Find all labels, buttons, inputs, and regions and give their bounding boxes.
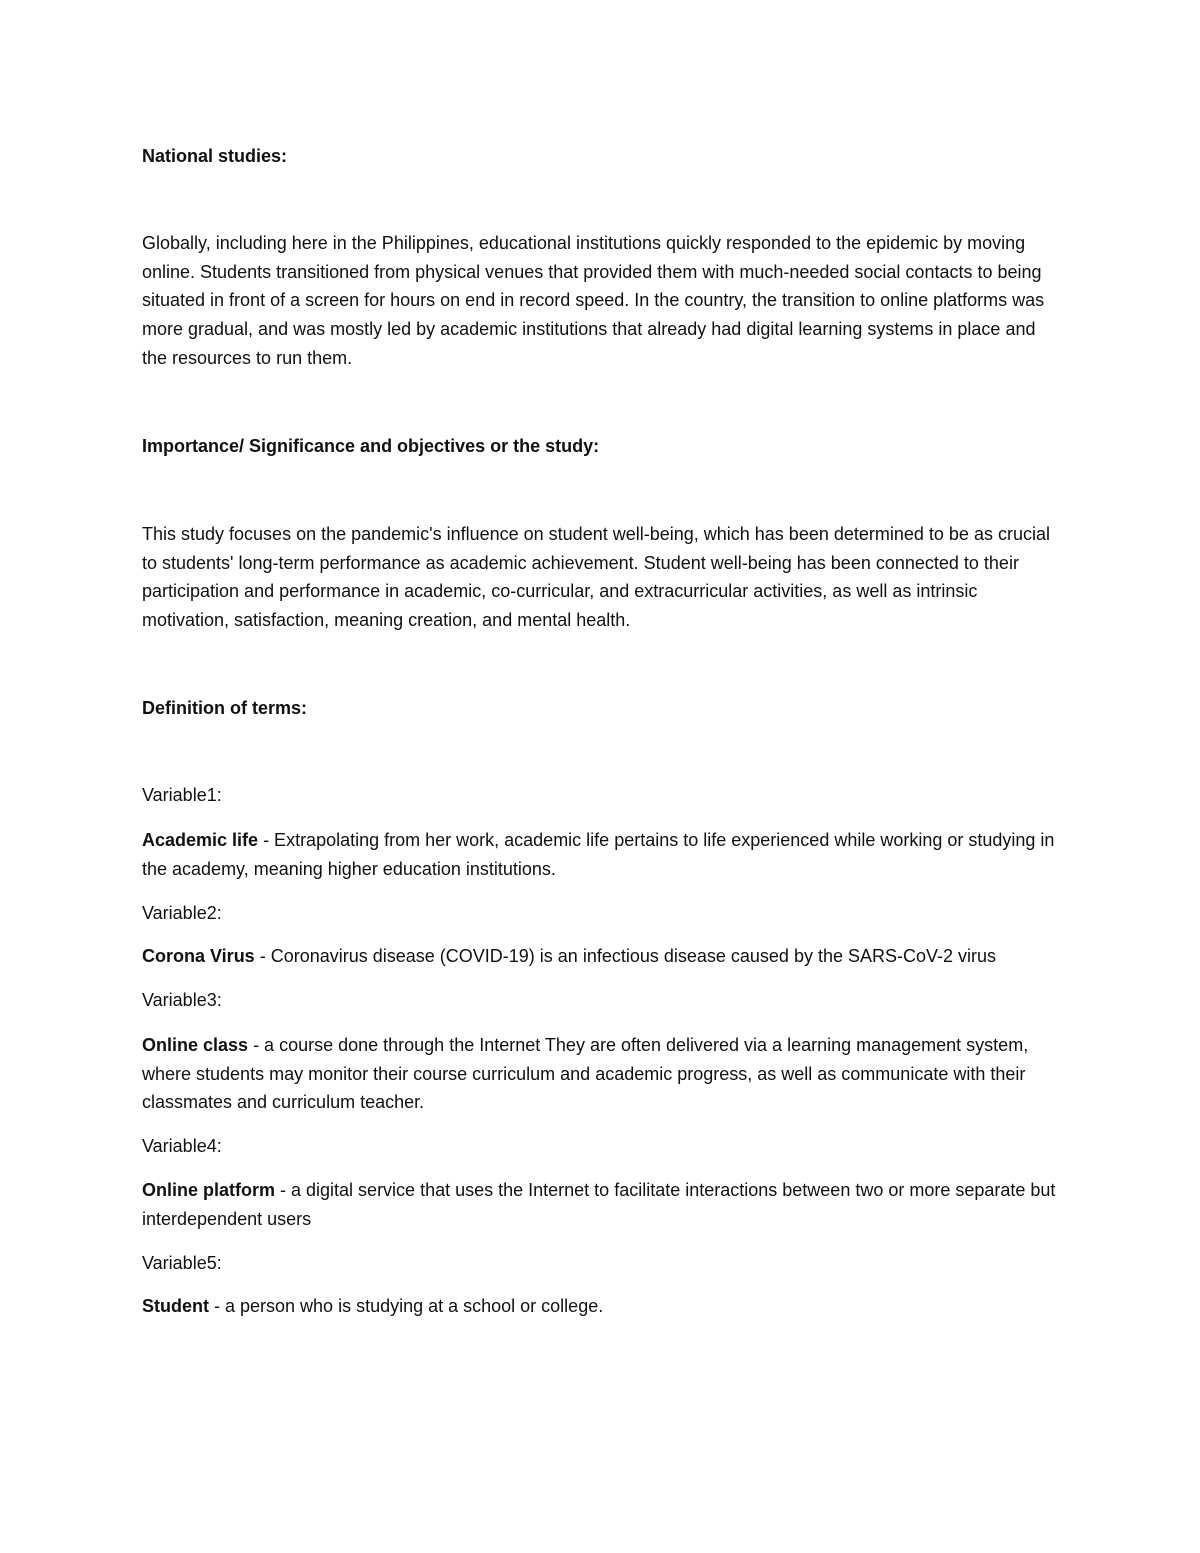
definition-item bbox=[142, 826, 1062, 883]
importance-paragraph: This study focuses on the pandemic's influence on student well-being, which has been determined to be as crucial to students' long-term performance as academic achievement. Student well-being has been connected to their participation and performance in academic, co-curricular, and extracurricular activities, as well as intrinsic motivation, satisfaction, meaning creation, and mental health. bbox=[142, 524, 1050, 631]
definition-term: Corona Virus bbox=[142, 946, 255, 966]
definition-item bbox=[142, 1031, 1062, 1117]
national-studies-heading: National studies: bbox=[142, 146, 288, 166]
definition-text: - a person who is studying at a school or college. bbox=[209, 1296, 604, 1316]
definition-term: Academic life bbox=[142, 830, 259, 850]
variable-label: Variable4: bbox=[142, 1136, 222, 1156]
variable-label: Variable3: bbox=[142, 990, 222, 1010]
definition-term: Online class bbox=[142, 1035, 249, 1055]
importance-heading: Importance/ Significance and objectives or the study: bbox=[142, 436, 600, 456]
definition-text: - Extrapolating from her work, academic life pertains to life experienced while working or studying in the academy, meaning higher education institutions. bbox=[142, 830, 1055, 879]
variable-label: Variable5: bbox=[142, 1253, 222, 1273]
variable-label: Variable2: bbox=[142, 903, 222, 923]
definition-text: - a course done through the Internet They are often delivered via a learning management system, where students may monitor their course curriculum and academic progress, as well as communicate with their classmates and curriculum teacher. bbox=[142, 1035, 1029, 1113]
definition-item bbox=[142, 942, 1062, 971]
definition-of-terms-heading: Definition of terms: bbox=[142, 698, 307, 718]
national-studies-paragraph: Globally, including here in the Philippines, educational institutions quickly responded to the epidemic by moving online. Students transitioned from physical venues that provided them with much-needed social contacts to being situated in front of a screen for hours on end in record speed. In the country, the transition to online platforms was more gradual, and was mostly led by academic institutions that already had digital learning systems in place and the resources to run them. bbox=[142, 233, 1045, 368]
definition-text: - Coronavirus disease (COVID-19) is an infectious disease caused by the SARS-CoV-2 virus bbox=[254, 946, 997, 966]
definition-item bbox=[142, 1176, 1062, 1233]
definition-term: Online platform bbox=[142, 1180, 276, 1200]
definition-text: - a digital service that uses the Internet to facilitate interactions between two or more separate but interdependent users bbox=[142, 1180, 1056, 1229]
definition-item bbox=[142, 1292, 1062, 1321]
definition-term: Student bbox=[142, 1296, 209, 1316]
variable-label: Variable1: bbox=[142, 785, 222, 805]
